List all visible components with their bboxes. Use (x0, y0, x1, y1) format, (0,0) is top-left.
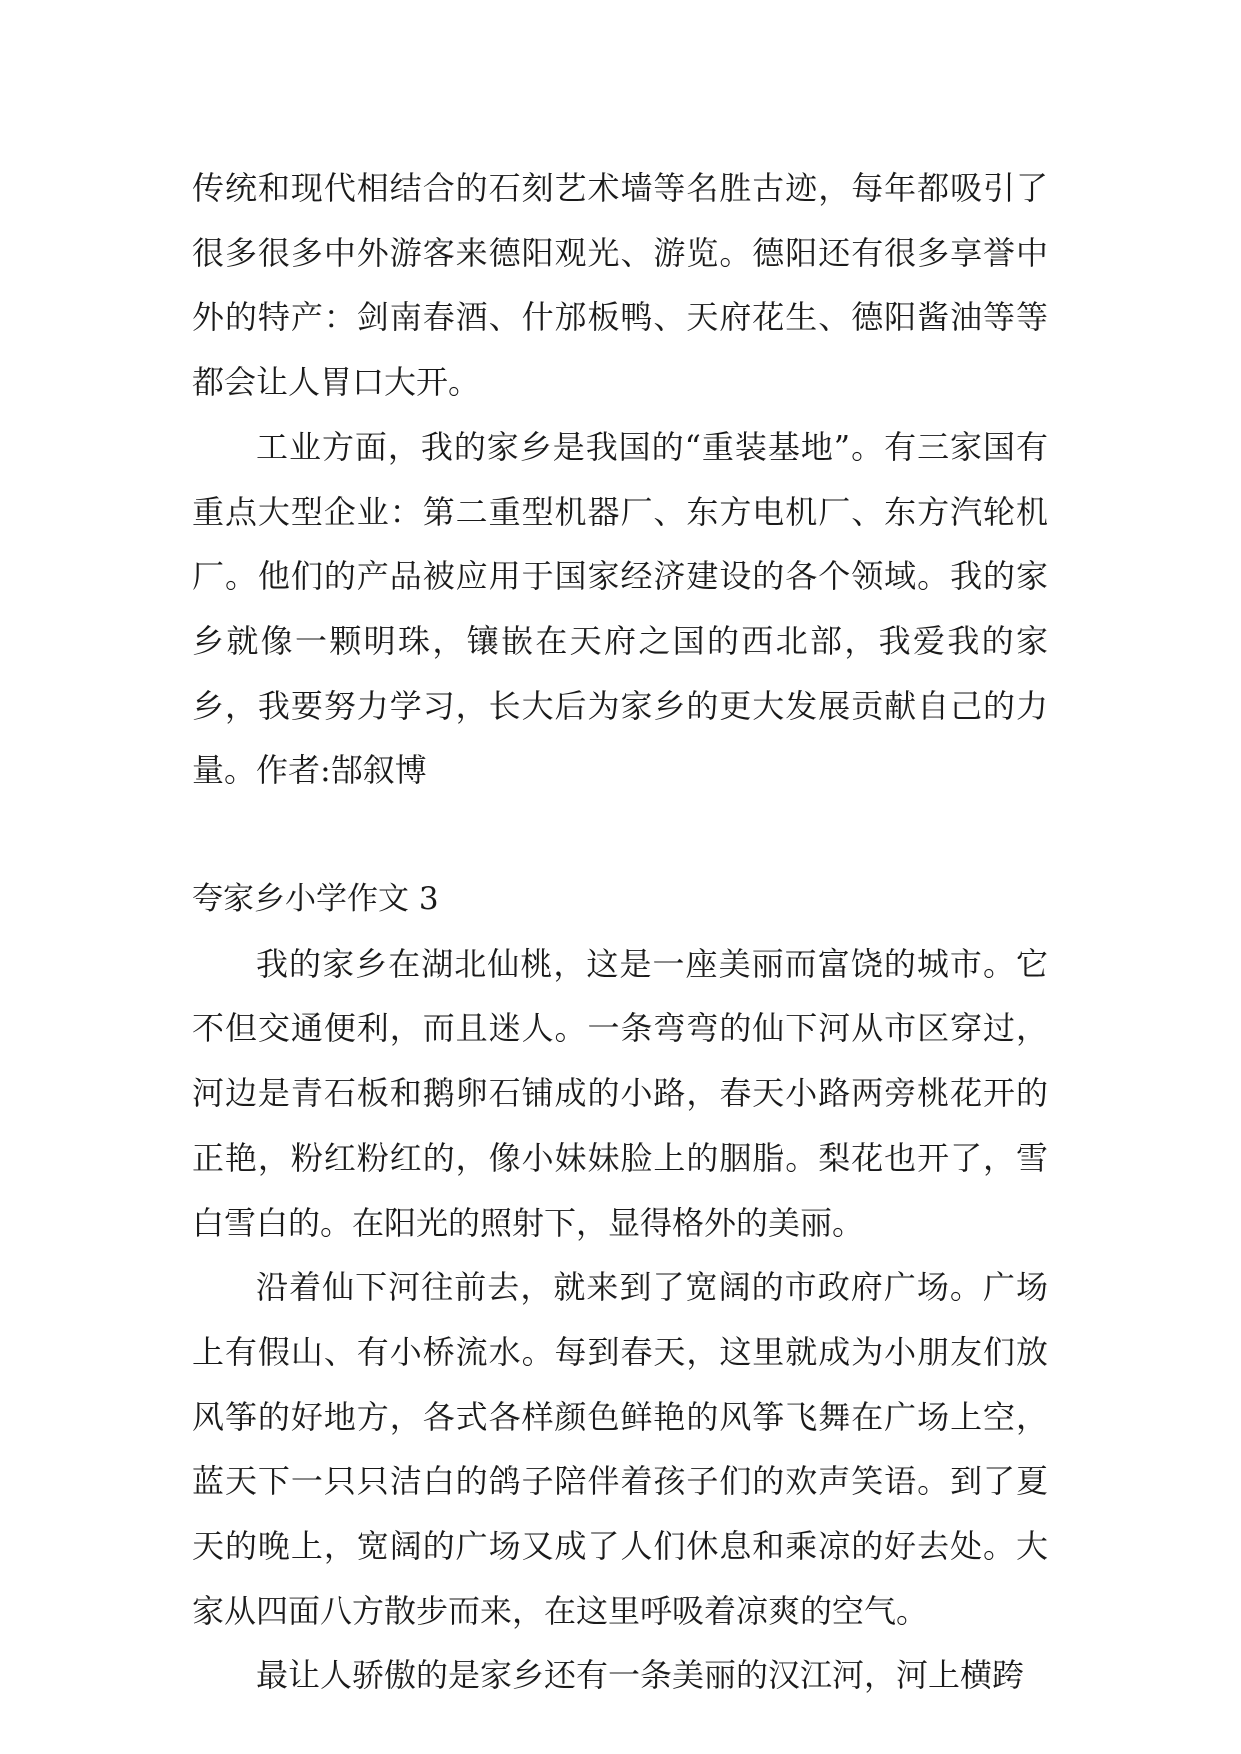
section-title: 夸家乡小学作文 3 (192, 881, 439, 918)
paragraph-hometown-intro: 我的家乡在湖北仙桃，这是一座美丽而富饶的城市。它不但交通便利，而且迷人。一条弯弯的仙下河从市区穿过，河边是青石板和鹅卵石铺成的小路，春天小路两旁桃花开的正艳，粉红粉红的，像小妹妹脸上的胭脂。梨花也开了，雪白雪白的。在阳光的照射下，显得格外的美丽。 (192, 944, 1048, 1242)
paragraph-industry: 工业方面，我的家乡是我国的“重装基地”。有三家国有重点大型企业：第二重型机器厂、东方电机厂、东方汽轮机厂。他们的产品被应用于国家经济建设的各个领域。我的家乡就像一颗明珠，镶嵌在天府之国的西北部，我爱我的家乡，我要努力学习，长大后为家乡的更大发展贡献自己的力量。作者:郜叙博 (192, 427, 1048, 790)
document-body (192, 156, 1048, 1708)
paragraph-tourism: 传统和现代相结合的石刻艺术墙等名胜古迹，每年都吸引了很多很多中外游客来德阳观光、游览。德阳还有很多享誉中外的特产：剑南春酒、什邡板鸭、天府花生、德阳酱油等等都会让人胃口大开。 (192, 169, 1048, 402)
paragraph-square: 沿着仙下河往前去，就来到了宽阔的市政府广场。广场上有假山、有小桥流水。每到春天，这里就成为小朋友们放风筝的好地方，各式各样颜色鲜艳的风筝飞舞在广场上空，蓝天下一只只洁白的鸽子陪伴着孩子们的欢声笑语。到了夏天的晚上，宽阔的广场又成了人们休息和乘凉的好去处。大家从四面八方散步而来，在这里呼吸着凉爽的空气。 (192, 1268, 1048, 1630)
paragraph-han-river: 最让人骄傲的是家乡还有一条美丽的汉江河，河上横跨 (256, 1656, 1025, 1695)
